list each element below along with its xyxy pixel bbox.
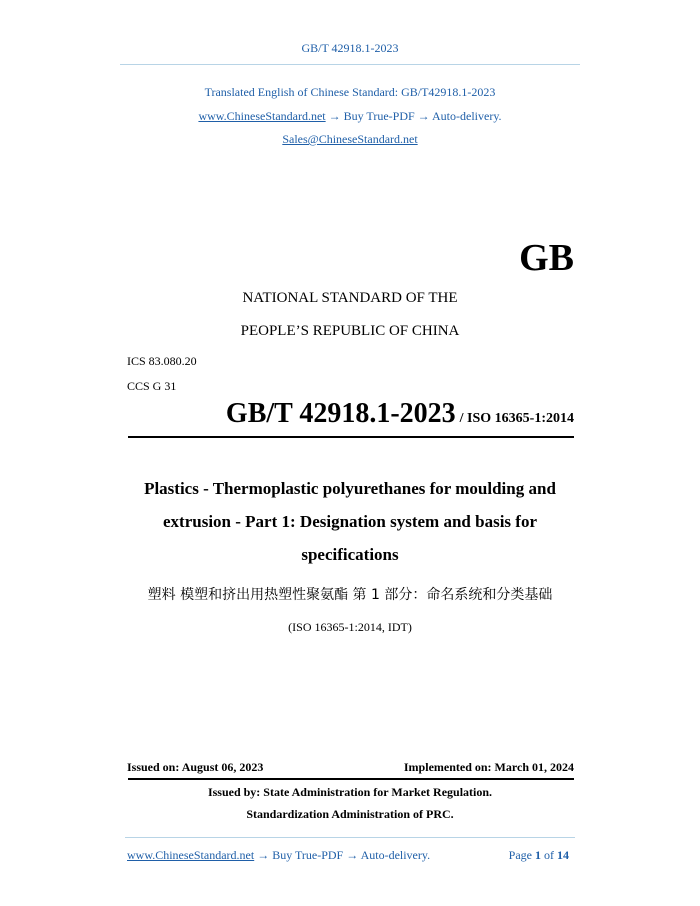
iso-equivalent: / ISO 16365-1:2014 xyxy=(459,411,574,426)
buy-text: → Buy True-PDF → Auto-delivery. xyxy=(328,109,502,123)
standard-number-block xyxy=(226,398,574,430)
chinese-title: 塑料 模塑和挤出用热塑性聚氨酯 第 1 部分：命名系统和分类基础 xyxy=(147,587,553,603)
promo-line xyxy=(0,109,700,124)
issued-by-line-1: Issued by: State Administration for Market Regulation. xyxy=(207,785,493,799)
page-number: 1 xyxy=(535,848,541,862)
running-header-title: GB/T 42918.1-2023 xyxy=(301,41,399,55)
issued-on: Issued on: August 06, 2023 xyxy=(127,760,264,774)
gb-mark: GB xyxy=(519,237,574,279)
implemented-on: Implemented on: March 01, 2024 xyxy=(403,760,574,774)
header-divider xyxy=(120,64,580,65)
footer-divider xyxy=(125,837,575,838)
standard-number: GB/T 42918.1-2023 xyxy=(225,398,456,429)
footer-site-link[interactable]: www.ChineseStandard.net xyxy=(127,848,255,862)
title-line-3: specifications xyxy=(301,545,399,564)
number-underline xyxy=(128,436,574,438)
issued-by-line-2: Standardization Administration of PRC. xyxy=(246,807,454,821)
email-link[interactable]: Sales@ChineseStandard.net xyxy=(282,132,418,146)
page-label: Page xyxy=(508,848,532,862)
national-line-2: PEOPLE’S REPUBLIC OF CHINA xyxy=(240,323,460,339)
footer-buy-text: → Buy True-PDF → Auto-delivery. xyxy=(257,848,431,862)
site-link[interactable]: www.ChineseStandard.net xyxy=(198,109,326,123)
ccs-code: CCS G 31 xyxy=(127,379,177,393)
page-total: 14 xyxy=(557,848,569,862)
ics-code: ICS 83.080.20 xyxy=(127,354,197,368)
issued-divider xyxy=(128,778,574,780)
title-line-1: Plastics - Thermoplastic polyurethanes for moulding and xyxy=(144,479,556,498)
email-line xyxy=(0,132,700,147)
translated-line: Translated English of Chinese Standard: GB/T42918.1-2023 xyxy=(204,85,496,99)
title-line-2: extrusion - Part 1: Designation system and basis for xyxy=(163,512,537,531)
footer-promo xyxy=(127,848,430,863)
adoption-note: (ISO 16365-1:2014, IDT) xyxy=(288,620,412,634)
national-line-1: NATIONAL STANDARD OF THE xyxy=(242,290,458,306)
page-indicator xyxy=(509,848,569,863)
of-label: of xyxy=(544,848,554,862)
